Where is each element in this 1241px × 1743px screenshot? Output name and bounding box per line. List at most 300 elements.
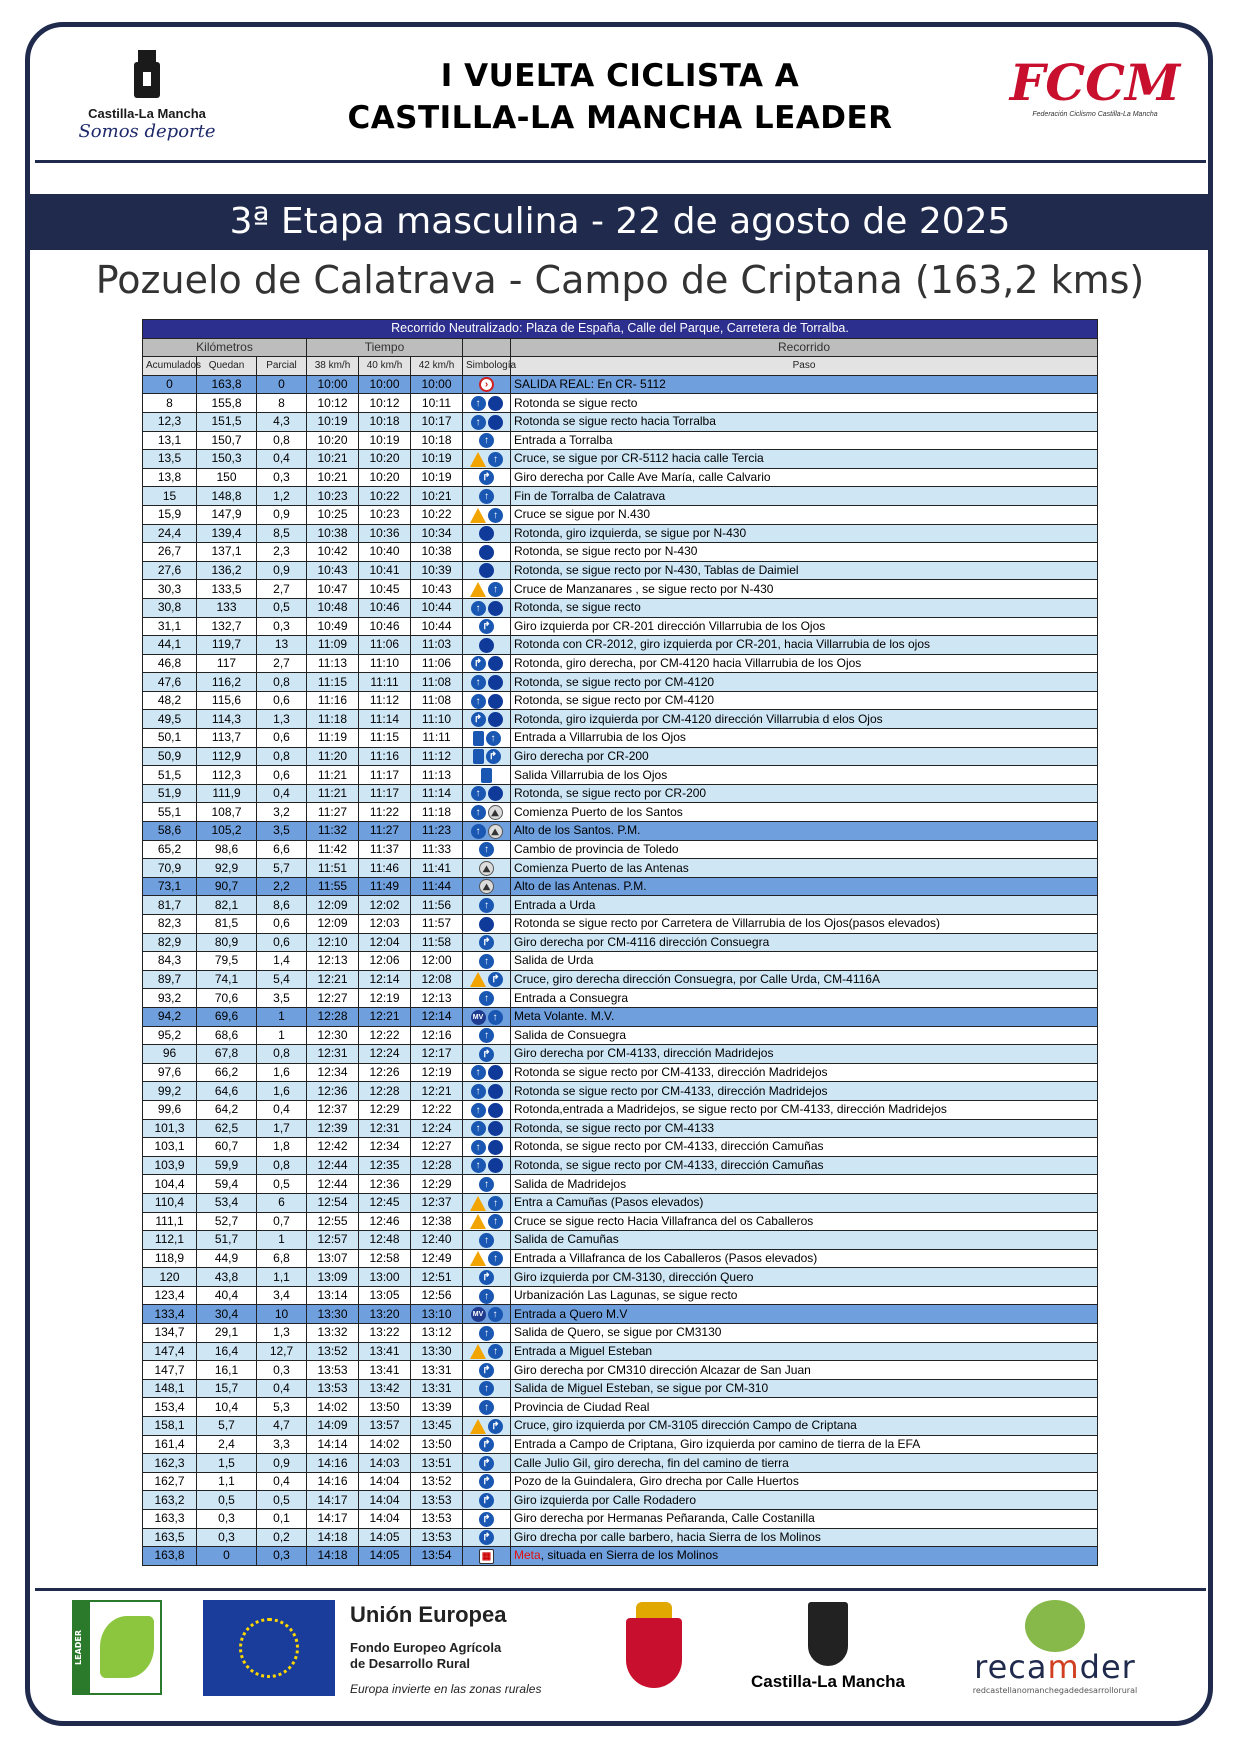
cell-quedan: 114,3: [197, 710, 257, 729]
cell-acum: 93,2: [143, 989, 197, 1008]
round-icon: [488, 656, 503, 671]
cell-acum: 111,1: [143, 1212, 197, 1231]
cell-t42: 12:00: [411, 952, 463, 971]
cell-t38: 12:28: [307, 1007, 359, 1026]
cell-quedan: 155,8: [197, 394, 257, 413]
cell-parcial: 0,4: [257, 1100, 307, 1119]
arrow-icon: ↑: [471, 415, 486, 430]
cell-t40: 10:20: [359, 468, 411, 487]
cell-t42: 12:24: [411, 1119, 463, 1138]
table-row: [143, 1100, 1098, 1119]
turn-icon: ↱: [488, 972, 503, 987]
cell-symbols: [463, 1342, 511, 1361]
mv-icon: MV: [471, 1307, 486, 1322]
cell-quedan: 67,8: [197, 1045, 257, 1064]
cell-quedan: 92,9: [197, 859, 257, 878]
cell-t40: 10:22: [359, 487, 411, 506]
clm-shield-icon: [808, 1602, 848, 1666]
round-icon: [488, 1065, 503, 1080]
cell-t40: 11:14: [359, 710, 411, 729]
cell-t42: 10:22: [411, 505, 463, 524]
cell-parcial: 5,7: [257, 859, 307, 878]
cell-paso: Rotonda con CR-2012, giro izquierda por CR-201, hacia Villarrubia de los ojos: [511, 636, 1098, 655]
cell-symbols: [463, 450, 511, 469]
cell-quedan: 133: [197, 598, 257, 617]
cell-acum: 134,7: [143, 1324, 197, 1343]
cell-parcial: 0,8: [257, 431, 307, 450]
cell-symbols: [463, 1491, 511, 1510]
cell-t38: 14:17: [307, 1491, 359, 1510]
table-row: [143, 1286, 1098, 1305]
cell-t40: 10:19: [359, 431, 411, 450]
cell-acum: 163,8: [143, 1547, 197, 1566]
cell-quedan: 163,8: [197, 375, 257, 394]
warn-icon: [470, 1251, 486, 1266]
turn-icon: ↱: [471, 712, 486, 727]
cell-acum: 163,3: [143, 1510, 197, 1529]
cell-symbols: [463, 1510, 511, 1529]
cell-acum: 13,8: [143, 468, 197, 487]
cell-acum: 51,9: [143, 784, 197, 803]
cell-paso: Giro derecha por CM-4116 dirección Consuegra: [511, 933, 1098, 952]
cell-t40: 12:46: [359, 1212, 411, 1231]
table-row: [143, 654, 1098, 673]
cell-parcial: 4,3: [257, 412, 307, 431]
cell-t38: 12:30: [307, 1026, 359, 1045]
cell-paso: Rotonda, se sigue recto por CM-4120: [511, 691, 1098, 710]
cell-t42: 12:28: [411, 1156, 463, 1175]
table-row: [143, 1491, 1098, 1510]
recamder-word: recamder: [974, 1648, 1136, 1686]
cell-t38: 11:32: [307, 822, 359, 841]
round-icon: [488, 396, 503, 411]
cell-symbols: [463, 1193, 511, 1212]
round-icon: [488, 1084, 503, 1099]
cell-t38: 12:42: [307, 1138, 359, 1157]
cell-paso: Giro derecha por Calle Ave María, calle Calvario: [511, 468, 1098, 487]
event-title-line2: CASTILLA-LA MANCHA LEADER: [347, 100, 893, 136]
table-row: [143, 1268, 1098, 1287]
cell-t42: 10:17: [411, 412, 463, 431]
arrow-icon: ↑: [471, 1065, 486, 1080]
cell-quedan: 1,1: [197, 1472, 257, 1491]
table-row: [143, 1305, 1098, 1324]
cell-t38: 13:32: [307, 1324, 359, 1343]
cell-parcial: 10: [257, 1305, 307, 1324]
cell-paso: Salida de Camuñas: [511, 1231, 1098, 1250]
cell-paso: Salida de Urda: [511, 952, 1098, 971]
table-row: [143, 989, 1098, 1008]
cell-acum: 48,2: [143, 691, 197, 710]
cell-t38: 12:44: [307, 1156, 359, 1175]
cell-symbols: [463, 394, 511, 413]
event-title-line1: I VUELTA CICLISTA A: [440, 58, 800, 94]
cell-paso: Cruce, se sigue por CR-5112 hacia calle Tercia: [511, 450, 1098, 469]
cell-paso: Giro derecha por Hermanas Peñaranda, Calle Costanilla: [511, 1510, 1098, 1529]
eu-fund-text: [350, 1600, 600, 1696]
tree-icon: [1025, 1600, 1085, 1652]
cell-paso: Rotonda se sigue recto por Carretera de Villarrubia de los Ojos(pasos elevados): [511, 915, 1098, 934]
eu-fund-line2: de Desarrollo Rural: [350, 1656, 470, 1671]
cell-t38: 11:27: [307, 803, 359, 822]
cell-paso: Rotonda se sigue recto hacia Torralba: [511, 412, 1098, 431]
cell-symbols: [463, 375, 511, 394]
cell-parcial: 6,8: [257, 1249, 307, 1268]
cell-t38: 10:23: [307, 487, 359, 506]
cell-symbols: [463, 989, 511, 1008]
clm-logo-tagline: Somos deporte: [78, 121, 216, 142]
turn-icon: ↱: [479, 1456, 494, 1471]
cell-symbols: [463, 1268, 511, 1287]
cell-t42: 11:10: [411, 710, 463, 729]
cell-quedan: 64,2: [197, 1100, 257, 1119]
cell-t38: 14:16: [307, 1472, 359, 1491]
empty-header: [463, 338, 511, 357]
cell-paso: Cambio de provincia de Toledo: [511, 840, 1098, 859]
cell-paso: Entra a Camuñas (Pasos elevados): [511, 1193, 1098, 1212]
cell-symbols: [463, 1007, 511, 1026]
cell-symbols: [463, 1324, 511, 1343]
cell-t42: 12:19: [411, 1063, 463, 1082]
leader-leaf-icon: [100, 1616, 154, 1678]
cell-t38: 10:21: [307, 468, 359, 487]
round-icon: [488, 415, 503, 430]
table-row: [143, 468, 1098, 487]
clm-crest-icon: [130, 48, 164, 102]
cell-t42: 13:52: [411, 1472, 463, 1491]
leader-label: LEADER: [74, 1602, 90, 1693]
cell-quedan: 150,3: [197, 450, 257, 469]
cell-t42: 13:53: [411, 1510, 463, 1529]
group-km-header: Kilómetros: [143, 338, 307, 357]
cell-t42: 13:45: [411, 1417, 463, 1436]
cell-t40: 10:20: [359, 450, 411, 469]
cell-quedan: 51,7: [197, 1231, 257, 1250]
cell-quedan: 132,7: [197, 617, 257, 636]
cell-parcial: 0,1: [257, 1510, 307, 1529]
table-row: [143, 1175, 1098, 1194]
cell-parcial: 0,9: [257, 1454, 307, 1473]
cell-symbols: [463, 505, 511, 524]
cell-acum: 81,7: [143, 896, 197, 915]
cell-t38: 14:18: [307, 1528, 359, 1547]
cell-acum: 94,2: [143, 1007, 197, 1026]
cell-parcial: 1: [257, 1231, 307, 1250]
cell-quedan: 150,7: [197, 431, 257, 450]
cell-t40: 12:36: [359, 1175, 411, 1194]
cell-t42: 12:38: [411, 1212, 463, 1231]
table-row: [143, 1398, 1098, 1417]
cell-quedan: 53,4: [197, 1193, 257, 1212]
cell-parcial: 0,8: [257, 673, 307, 692]
cell-paso: Entrada a Villafranca de los Caballeros (Pasos elevados): [511, 1249, 1098, 1268]
cell-t40: 11:17: [359, 766, 411, 785]
cell-parcial: 4,7: [257, 1417, 307, 1436]
cell-t40: 12:35: [359, 1156, 411, 1175]
cell-paso: Rotonda, giro derecha, por CM-4120 hacia Villarrubia de los Ojos: [511, 654, 1098, 673]
cell-quedan: 1,5: [197, 1454, 257, 1473]
cell-t38: 12:34: [307, 1063, 359, 1082]
cell-t40: 10:40: [359, 543, 411, 562]
cell-acum: 84,3: [143, 952, 197, 971]
cell-quedan: 81,5: [197, 915, 257, 934]
cell-t42: 11:12: [411, 747, 463, 766]
cell-t40: 11:16: [359, 747, 411, 766]
table-row: [143, 1324, 1098, 1343]
cell-parcial: 0,3: [257, 468, 307, 487]
warn-icon: [470, 1344, 486, 1359]
cell-acum: 50,1: [143, 729, 197, 748]
cell-t42: 12:56: [411, 1286, 463, 1305]
cell-t38: 12:13: [307, 952, 359, 971]
cell-t38: 10:43: [307, 561, 359, 580]
cell-acum: 103,9: [143, 1156, 197, 1175]
arrow-icon: ↑: [471, 1084, 486, 1099]
cell-parcial: 0,6: [257, 915, 307, 934]
table-row: [143, 1361, 1098, 1380]
table-row: [143, 1138, 1098, 1157]
cell-acum: 82,3: [143, 915, 197, 934]
cell-parcial: 0,5: [257, 1175, 307, 1194]
cell-t40: 12:19: [359, 989, 411, 1008]
cell-quedan: 139,4: [197, 524, 257, 543]
cell-quedan: 59,4: [197, 1175, 257, 1194]
table-row: [143, 524, 1098, 543]
cell-paso: Rotonda, se sigue recto por N-430, Tablas de Daimiel: [511, 561, 1098, 580]
cell-paso: Calle Julio Gil, giro derecha, fin del camino de tierra: [511, 1454, 1098, 1473]
cell-t40: 13:42: [359, 1379, 411, 1398]
cell-acum: 58,6: [143, 822, 197, 841]
arrow-icon: ↑: [471, 1103, 486, 1118]
table-row: [143, 1193, 1098, 1212]
cell-t42: 11:03: [411, 636, 463, 655]
cell-t40: 12:48: [359, 1231, 411, 1250]
round-icon: [488, 601, 503, 616]
cell-quedan: 70,6: [197, 989, 257, 1008]
cell-symbols: [463, 636, 511, 655]
cell-parcial: 0,9: [257, 505, 307, 524]
cell-parcial: 1,3: [257, 710, 307, 729]
cell-acum: 99,2: [143, 1082, 197, 1101]
cell-symbols: [463, 1417, 511, 1436]
fccm-logo: [1005, 55, 1185, 145]
cell-t38: 13:30: [307, 1305, 359, 1324]
cell-paso: Rotonda, se sigue recto por CR-200: [511, 784, 1098, 803]
cell-symbols: [463, 524, 511, 543]
cell-symbols: [463, 1379, 511, 1398]
cell-acum: 89,7: [143, 970, 197, 989]
arrow-icon: ↑: [479, 489, 494, 504]
cell-quedan: 112,9: [197, 747, 257, 766]
cell-t38: 12:57: [307, 1231, 359, 1250]
cell-t38: 12:31: [307, 1045, 359, 1064]
cell-parcial: 1,3: [257, 1324, 307, 1343]
cell-t42: 10:19: [411, 450, 463, 469]
cell-t38: 12:10: [307, 933, 359, 952]
table-row: [143, 543, 1098, 562]
cell-t38: 13:07: [307, 1249, 359, 1268]
arrow-icon: ↑: [486, 731, 501, 746]
cell-quedan: 151,5: [197, 412, 257, 431]
cell-t38: 11:20: [307, 747, 359, 766]
table-row: [143, 1026, 1098, 1045]
arrow-icon: ↑: [471, 694, 486, 709]
cell-t42: 11:44: [411, 877, 463, 896]
round-icon: [479, 917, 494, 932]
cell-acum: 26,7: [143, 543, 197, 562]
cell-t42: 13:53: [411, 1491, 463, 1510]
cell-symbols: [463, 673, 511, 692]
cell-acum: 162,3: [143, 1454, 197, 1473]
cell-paso: Rotonda se sigue recto: [511, 394, 1098, 413]
cell-symbols: [463, 933, 511, 952]
cell-t38: 12:37: [307, 1100, 359, 1119]
col-parcial: Parcial: [257, 357, 307, 376]
cell-symbols: [463, 412, 511, 431]
cell-parcial: 0,8: [257, 747, 307, 766]
cell-symbols: [463, 1175, 511, 1194]
cell-t42: 10:44: [411, 617, 463, 636]
cell-quedan: 60,7: [197, 1138, 257, 1157]
cell-t38: 12:09: [307, 915, 359, 934]
cell-acum: 47,6: [143, 673, 197, 692]
cell-acum: 15: [143, 487, 197, 506]
table-row: [143, 561, 1098, 580]
cell-quedan: 115,6: [197, 691, 257, 710]
cell-t38: 11:13: [307, 654, 359, 673]
cell-t40: 12:45: [359, 1193, 411, 1212]
table-row: [143, 1472, 1098, 1491]
table-row: [143, 952, 1098, 971]
cell-t42: 10:38: [411, 543, 463, 562]
cell-t38: 11:16: [307, 691, 359, 710]
cell-paso: Rotonda se sigue recto por CM-4133, dirección Madridejos: [511, 1082, 1098, 1101]
cell-t38: 13:53: [307, 1361, 359, 1380]
cell-quedan: 10,4: [197, 1398, 257, 1417]
cell-symbols: [463, 1361, 511, 1380]
cell-quedan: 2,4: [197, 1435, 257, 1454]
cell-paso: Entrada a Torralba: [511, 431, 1098, 450]
cell-t42: 13:30: [411, 1342, 463, 1361]
cell-symbols: [463, 1305, 511, 1324]
turn-icon: ↱: [479, 935, 494, 950]
arrow-icon: ↑: [471, 786, 486, 801]
cell-parcial: 1,4: [257, 952, 307, 971]
cell-t40: 12:24: [359, 1045, 411, 1064]
cell-paso: Rotonda, giro izquierda por CM-4120 dirección Villarrubia d elos Ojos: [511, 710, 1098, 729]
cell-paso: Cruce, giro izquierda por CM-3105 dirección Campo de Criptana: [511, 1417, 1098, 1436]
cell-t38: 12:44: [307, 1175, 359, 1194]
turn-icon: ↱: [488, 1419, 503, 1434]
arrow-icon: ↑: [488, 1251, 503, 1266]
start-icon: ›: [479, 377, 494, 392]
round-icon: [488, 786, 503, 801]
cell-t42: 12:16: [411, 1026, 463, 1045]
cell-t40: 13:41: [359, 1361, 411, 1380]
flag-icon: ▦: [479, 1549, 494, 1564]
cell-parcial: 13: [257, 636, 307, 655]
cell-symbols: [463, 1286, 511, 1305]
cell-symbols: [463, 617, 511, 636]
arrow-icon: ↑: [479, 1381, 494, 1396]
cell-t40: 11:11: [359, 673, 411, 692]
route-table: [142, 319, 1098, 1566]
turn-icon: ↱: [479, 1270, 494, 1285]
cell-t42: 13:31: [411, 1379, 463, 1398]
cell-parcial: 0,8: [257, 1156, 307, 1175]
cell-parcial: 0,7: [257, 1212, 307, 1231]
cell-t38: 12:27: [307, 989, 359, 1008]
cell-t38: 12:55: [307, 1212, 359, 1231]
round-icon: [488, 1121, 503, 1136]
neutral-route-row: Recorrido Neutralizado: Plaza de España, Calle del Parque, Carretera de Torralba.: [143, 320, 1098, 339]
cell-quedan: 105,2: [197, 822, 257, 841]
cell-symbols: [463, 859, 511, 878]
cell-acum: 120: [143, 1268, 197, 1287]
cell-t38: 10:20: [307, 431, 359, 450]
stage-title: 3ª Etapa masculina - 22 de agosto de 2025: [30, 194, 1210, 250]
warn-icon: [470, 582, 486, 597]
cell-quedan: 68,6: [197, 1026, 257, 1045]
cell-parcial: 0,8: [257, 1045, 307, 1064]
eu-fund-line1: Fondo Europeo Agrícola: [350, 1640, 502, 1655]
cell-t40: 10:46: [359, 617, 411, 636]
cell-quedan: 59,9: [197, 1156, 257, 1175]
table-row: [143, 1435, 1098, 1454]
cell-t42: 12:40: [411, 1231, 463, 1250]
cell-parcial: 0,6: [257, 729, 307, 748]
cell-symbols: [463, 543, 511, 562]
cell-t38: 11:09: [307, 636, 359, 655]
cell-acum: 163,5: [143, 1528, 197, 1547]
cell-t42: 11:11: [411, 729, 463, 748]
cell-acum: 70,9: [143, 859, 197, 878]
cell-t40: 11:10: [359, 654, 411, 673]
arrow-icon: ↑: [488, 1344, 503, 1359]
cell-parcial: 0,5: [257, 1491, 307, 1510]
arrow-icon: ↑: [479, 1289, 494, 1304]
cell-quedan: 66,2: [197, 1063, 257, 1082]
cell-symbols: [463, 952, 511, 971]
cell-symbols: [463, 970, 511, 989]
arrow-icon: ↑: [488, 1214, 503, 1229]
cell-paso: SALIDA REAL: En CR- 5112: [511, 375, 1098, 394]
table-row: [143, 412, 1098, 431]
table-row: [143, 1119, 1098, 1138]
cell-acum: 13,1: [143, 431, 197, 450]
cell-t42: 12:37: [411, 1193, 463, 1212]
cell-t40: 13:22: [359, 1324, 411, 1343]
arrow-icon: ↑: [471, 1140, 486, 1155]
cell-t42: 11:13: [411, 766, 463, 785]
eu-slogan: Europa invierte en las zonas rurales: [350, 1682, 542, 1696]
cell-quedan: 30,4: [197, 1305, 257, 1324]
turn-icon: ↱: [479, 1363, 494, 1378]
table-row: [143, 636, 1098, 655]
warn-icon: [470, 1214, 486, 1229]
cell-symbols: [463, 1528, 511, 1547]
cell-parcial: 0,9: [257, 561, 307, 580]
cell-acum: 50,9: [143, 747, 197, 766]
arrow-icon: ↑: [479, 1177, 494, 1192]
table-row: [143, 450, 1098, 469]
cell-t42: 12:51: [411, 1268, 463, 1287]
table-row: [143, 431, 1098, 450]
cell-t40: 10:41: [359, 561, 411, 580]
cell-acum: 162,7: [143, 1472, 197, 1491]
sq-icon: [481, 768, 492, 783]
cell-t40: 12:58: [359, 1249, 411, 1268]
